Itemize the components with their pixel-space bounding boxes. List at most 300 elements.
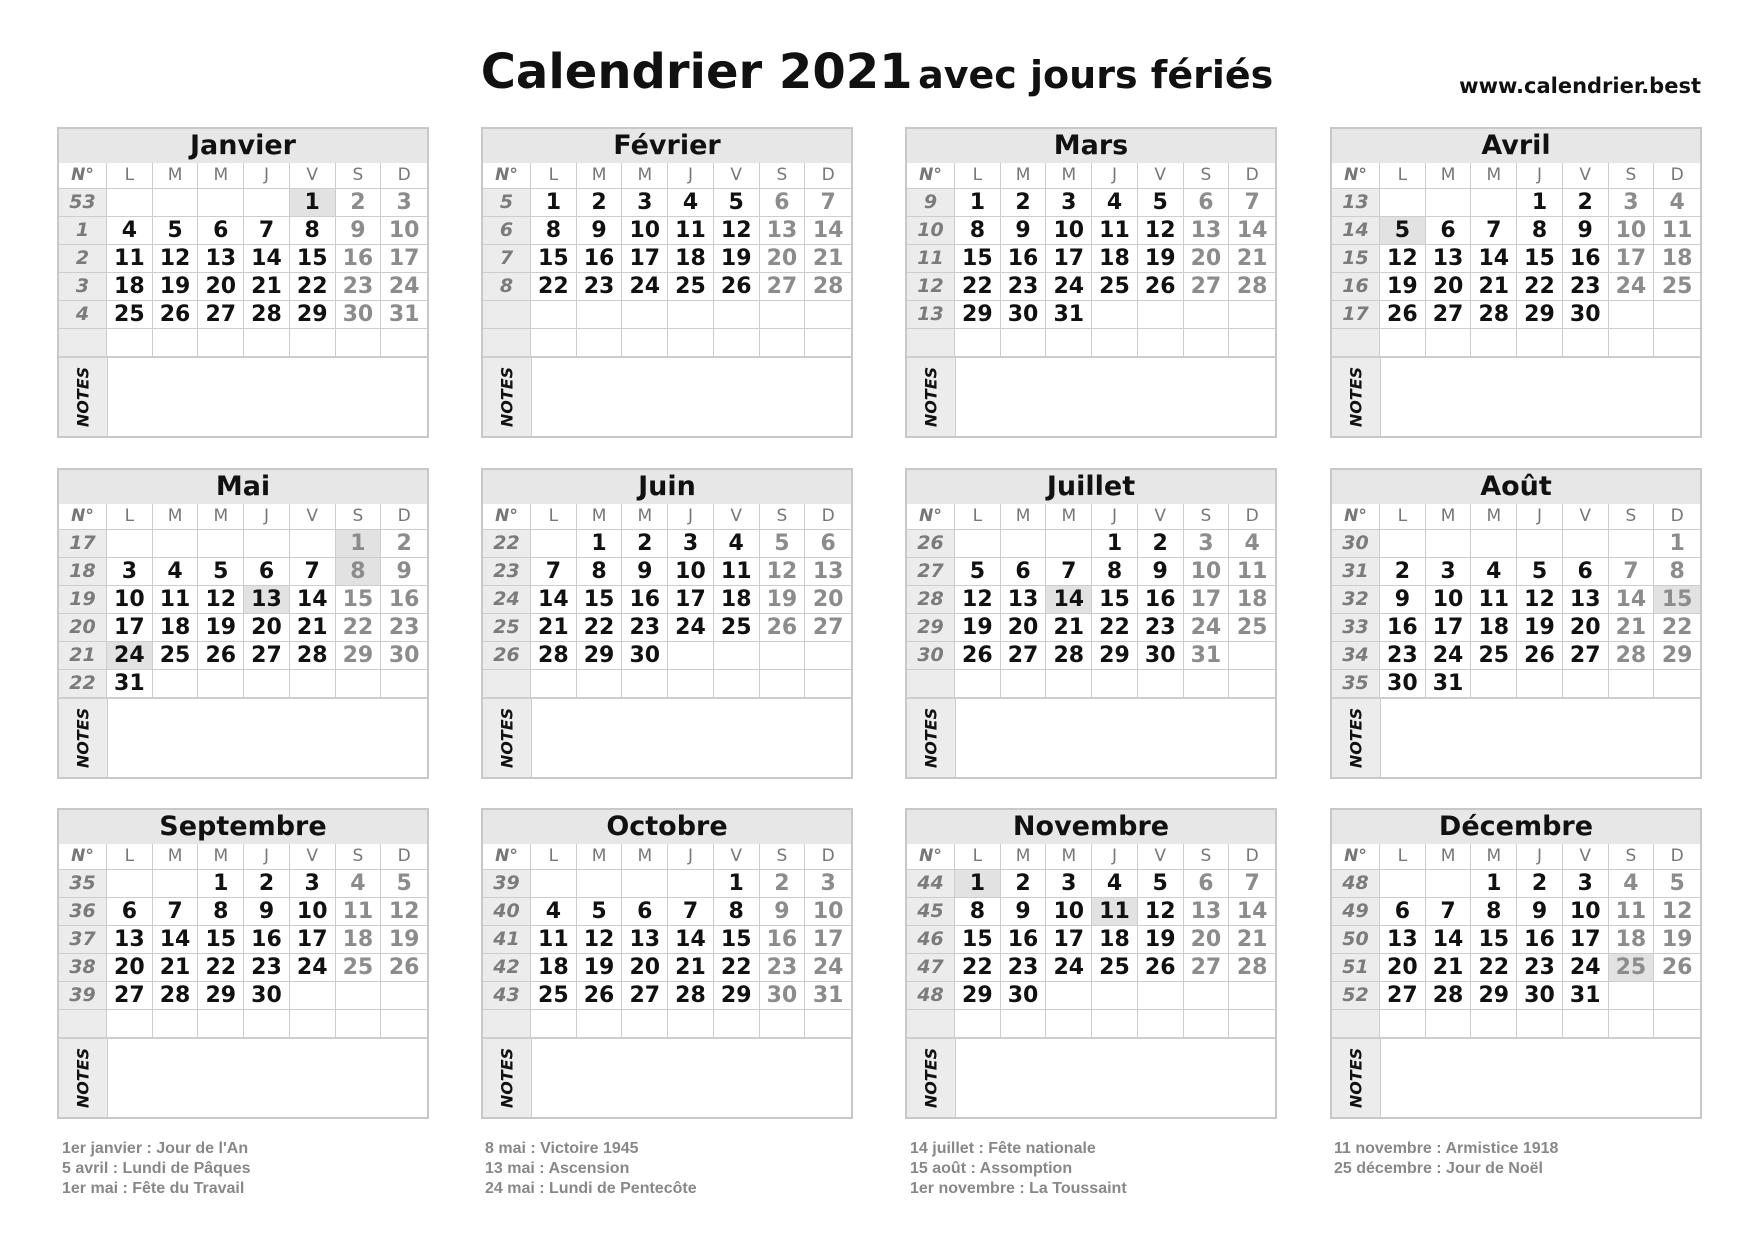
day-cell: 5	[381, 870, 427, 898]
week-number: 50	[1332, 926, 1380, 954]
day-cell: 24	[1609, 273, 1655, 301]
day-cell: 23	[1138, 614, 1184, 642]
day-cell: 22	[531, 273, 577, 301]
day-cell: 15	[955, 926, 1001, 954]
day-cell	[153, 1010, 199, 1038]
week-number: 3	[59, 273, 107, 301]
day-cell: 24	[1046, 273, 1092, 301]
week-number: 5	[483, 189, 531, 217]
day-cell: 1	[955, 189, 1001, 217]
weekday-header: L	[107, 163, 153, 189]
day-cell: 13	[1380, 926, 1426, 954]
day-cell: 16	[381, 586, 427, 614]
day-cell	[955, 329, 1001, 357]
day-cell: 11	[1229, 558, 1275, 586]
weekday-header: L	[107, 504, 153, 530]
weekday-header: L	[955, 504, 1001, 530]
day-cell	[760, 329, 806, 357]
notes-label-column	[1332, 358, 1381, 436]
weekday-header: D	[1229, 163, 1275, 189]
notes-label-column	[483, 358, 532, 436]
day-cell	[1092, 329, 1138, 357]
day-cell: 28	[244, 301, 290, 329]
day-cell: 8	[1092, 558, 1138, 586]
week-number: 22	[483, 530, 531, 558]
day-cell	[1229, 982, 1275, 1010]
month-grid	[483, 844, 851, 1038]
weekday-header: S	[336, 163, 382, 189]
day-cell: 27	[1380, 982, 1426, 1010]
day-cell	[1138, 301, 1184, 329]
day-cell: 19	[1138, 926, 1184, 954]
day-cell: 6	[1563, 558, 1609, 586]
day-cell	[760, 301, 806, 329]
day-cell: 4	[336, 870, 382, 898]
holiday-list-column	[1334, 1139, 1714, 1179]
day-cell: 4	[531, 898, 577, 926]
day-cell: 26	[1380, 301, 1426, 329]
day-cell	[1001, 670, 1047, 698]
week-number: 39	[483, 870, 531, 898]
week-number	[59, 1010, 107, 1038]
weekday-header: J	[1517, 504, 1563, 530]
day-cell: 15	[290, 245, 336, 273]
day-cell	[531, 530, 577, 558]
week-number: 30	[1332, 530, 1380, 558]
day-cell: 23	[336, 273, 382, 301]
day-cell: 19	[760, 586, 806, 614]
weekday-header: S	[760, 844, 806, 870]
day-cell: 21	[1609, 614, 1655, 642]
notes-label: NOTES	[73, 1047, 93, 1109]
day-cell: 16	[1138, 586, 1184, 614]
day-cell: 25	[668, 273, 714, 301]
day-cell: 7	[1609, 558, 1655, 586]
holiday-day-cell: 11	[1092, 898, 1138, 926]
day-cell: 19	[955, 614, 1001, 642]
weekday-header: M	[198, 504, 244, 530]
notes-area	[907, 698, 1275, 777]
day-cell: 26	[1654, 954, 1700, 982]
week-number: 27	[907, 558, 955, 586]
day-cell: 18	[336, 926, 382, 954]
day-cell: 9	[1138, 558, 1184, 586]
day-cell: 4	[1654, 189, 1700, 217]
day-cell: 3	[668, 530, 714, 558]
holiday-list-column	[62, 1139, 442, 1199]
day-cell: 12	[760, 558, 806, 586]
day-cell: 15	[1092, 586, 1138, 614]
notes-label: NOTES	[73, 366, 93, 428]
day-cell: 9	[1517, 898, 1563, 926]
day-cell: 5	[1138, 189, 1184, 217]
day-cell: 6	[622, 898, 668, 926]
day-cell	[1517, 530, 1563, 558]
day-cell	[805, 670, 851, 698]
day-cell: 12	[577, 926, 623, 954]
notes-label-column	[483, 699, 532, 777]
weekday-header: M	[1426, 504, 1472, 530]
day-cell: 24	[381, 273, 427, 301]
day-cell	[198, 670, 244, 698]
month-name: Mai	[59, 470, 427, 505]
day-cell	[1426, 1010, 1472, 1038]
day-cell	[244, 1010, 290, 1038]
notes-label-column	[59, 1039, 108, 1117]
day-cell: 19	[714, 245, 760, 273]
weekday-header: V	[290, 504, 336, 530]
weekday-header: V	[1138, 163, 1184, 189]
day-cell: 14	[1609, 586, 1655, 614]
day-cell: 11	[1471, 586, 1517, 614]
day-cell: 17	[381, 245, 427, 273]
day-cell	[1380, 870, 1426, 898]
day-cell	[1654, 982, 1700, 1010]
weekday-header: L	[531, 504, 577, 530]
day-cell: 22	[290, 273, 336, 301]
day-cell: 18	[1092, 245, 1138, 273]
day-cell: 21	[1229, 926, 1275, 954]
day-cell	[1046, 530, 1092, 558]
month-block	[905, 127, 1277, 438]
day-cell: 29	[198, 982, 244, 1010]
day-cell	[622, 1010, 668, 1038]
day-cell: 28	[1046, 642, 1092, 670]
day-cell: 10	[1426, 586, 1472, 614]
website-label: www.calendrier.best	[1459, 74, 1701, 98]
day-cell: 9	[1563, 217, 1609, 245]
weekday-header: J	[244, 504, 290, 530]
day-cell: 30	[1001, 301, 1047, 329]
weekday-header: M	[198, 163, 244, 189]
day-cell: 19	[153, 273, 199, 301]
day-cell: 5	[760, 530, 806, 558]
weekday-header: D	[1229, 844, 1275, 870]
day-cell: 20	[805, 586, 851, 614]
day-cell: 17	[1184, 586, 1230, 614]
holiday-entry: 13 mai : Ascension	[485, 1160, 630, 1177]
month-block	[57, 468, 429, 779]
title-main: Calendrier 2021	[480, 44, 913, 100]
day-cell: 30	[1001, 982, 1047, 1010]
week-number: 33	[1332, 614, 1380, 642]
week-number: 4	[59, 301, 107, 329]
day-cell: 14	[1229, 217, 1275, 245]
day-cell: 25	[1229, 614, 1275, 642]
day-cell: 21	[153, 954, 199, 982]
day-cell	[1184, 982, 1230, 1010]
day-cell: 10	[381, 217, 427, 245]
day-cell: 10	[1184, 558, 1230, 586]
day-cell: 2	[1563, 189, 1609, 217]
day-cell: 5	[1138, 870, 1184, 898]
week-number: 9	[907, 189, 955, 217]
day-cell: 4	[1092, 870, 1138, 898]
week-number: 48	[1332, 870, 1380, 898]
day-cell: 23	[1001, 954, 1047, 982]
day-cell: 25	[107, 301, 153, 329]
day-cell: 7	[1046, 558, 1092, 586]
day-cell: 27	[805, 614, 851, 642]
day-cell	[955, 670, 1001, 698]
day-cell: 2	[577, 189, 623, 217]
day-cell: 17	[290, 926, 336, 954]
week-number-header: N°	[483, 163, 531, 189]
weekday-header: L	[531, 163, 577, 189]
weekday-header: L	[955, 844, 1001, 870]
weekday-header: L	[1380, 163, 1426, 189]
weekday-header: M	[622, 844, 668, 870]
weekday-header: V	[1563, 163, 1609, 189]
day-cell: 10	[622, 217, 668, 245]
notes-label: NOTES	[1346, 707, 1366, 769]
weekday-header: M	[1046, 504, 1092, 530]
day-cell: 1	[577, 530, 623, 558]
holiday-entry: 15 août : Assomption	[910, 1160, 1073, 1177]
week-number-header: N°	[59, 163, 107, 189]
day-cell: 11	[714, 558, 760, 586]
weekday-header: V	[714, 844, 760, 870]
day-cell	[622, 670, 668, 698]
day-cell: 21	[668, 954, 714, 982]
day-cell	[290, 329, 336, 357]
weekday-header: S	[760, 163, 806, 189]
weekday-header: M	[1471, 163, 1517, 189]
weekday-header: L	[107, 844, 153, 870]
day-cell	[668, 301, 714, 329]
day-cell: 18	[1654, 245, 1700, 273]
holiday-day-cell: 24	[107, 642, 153, 670]
day-cell: 8	[714, 898, 760, 926]
day-cell: 18	[531, 954, 577, 982]
day-cell	[336, 982, 382, 1010]
day-cell: 26	[1517, 642, 1563, 670]
day-cell: 10	[1046, 217, 1092, 245]
day-cell: 13	[760, 217, 806, 245]
week-number: 1	[59, 217, 107, 245]
weekday-header: J	[1092, 163, 1138, 189]
day-cell	[336, 670, 382, 698]
day-cell: 20	[244, 614, 290, 642]
week-number: 25	[483, 614, 531, 642]
day-cell	[1138, 982, 1184, 1010]
day-cell: 16	[1001, 926, 1047, 954]
day-cell: 23	[1563, 273, 1609, 301]
weekday-header: V	[1138, 844, 1184, 870]
day-cell: 19	[381, 926, 427, 954]
notes-area	[483, 1038, 851, 1117]
day-cell: 31	[1563, 982, 1609, 1010]
day-cell: 3	[1563, 870, 1609, 898]
day-cell: 19	[1517, 614, 1563, 642]
day-cell: 8	[955, 898, 1001, 926]
month-name: Février	[483, 129, 851, 164]
week-number-header: N°	[907, 504, 955, 530]
week-number: 17	[59, 530, 107, 558]
week-number	[907, 1010, 955, 1038]
day-cell	[1380, 329, 1426, 357]
day-cell: 16	[1563, 245, 1609, 273]
notes-label-column	[907, 699, 956, 777]
day-cell: 28	[1229, 954, 1275, 982]
weekday-header: M	[1426, 163, 1472, 189]
day-cell: 2	[1138, 530, 1184, 558]
day-cell: 21	[1229, 245, 1275, 273]
notes-label-column	[907, 1039, 956, 1117]
day-cell: 25	[714, 614, 760, 642]
week-number: 35	[59, 870, 107, 898]
week-number	[59, 329, 107, 357]
day-cell: 9	[1380, 586, 1426, 614]
day-cell: 11	[531, 926, 577, 954]
day-cell: 22	[714, 954, 760, 982]
day-cell: 14	[244, 245, 290, 273]
day-cell: 23	[1517, 954, 1563, 982]
day-cell: 29	[1471, 982, 1517, 1010]
day-cell: 19	[1654, 926, 1700, 954]
day-cell: 9	[244, 898, 290, 926]
day-cell: 14	[805, 217, 851, 245]
week-number: 32	[1332, 586, 1380, 614]
day-cell	[1563, 1010, 1609, 1038]
day-cell: 18	[153, 614, 199, 642]
holiday-day-cell: 14	[1046, 586, 1092, 614]
day-cell: 24	[1563, 954, 1609, 982]
week-number: 43	[483, 982, 531, 1010]
day-cell: 15	[1471, 926, 1517, 954]
weekday-header: V	[290, 844, 336, 870]
day-cell	[805, 301, 851, 329]
month-block	[1330, 808, 1702, 1119]
day-cell: 6	[1184, 189, 1230, 217]
day-cell	[198, 189, 244, 217]
day-cell: 10	[1046, 898, 1092, 926]
day-cell: 7	[1229, 870, 1275, 898]
weekday-header: D	[381, 504, 427, 530]
day-cell: 11	[336, 898, 382, 926]
day-cell: 2	[1001, 870, 1047, 898]
day-cell: 1	[1517, 189, 1563, 217]
day-cell	[1229, 670, 1275, 698]
day-cell: 27	[1563, 642, 1609, 670]
day-cell: 30	[1517, 982, 1563, 1010]
day-cell	[1654, 301, 1700, 329]
day-cell: 9	[1001, 898, 1047, 926]
holiday-list-column	[910, 1139, 1290, 1199]
day-cell: 28	[1426, 982, 1472, 1010]
day-cell: 22	[1517, 273, 1563, 301]
holiday-day-cell: 5	[1380, 217, 1426, 245]
day-cell	[1471, 189, 1517, 217]
day-cell	[577, 329, 623, 357]
day-cell	[1229, 329, 1275, 357]
week-number: 15	[1332, 245, 1380, 273]
weekday-header: M	[1046, 163, 1092, 189]
day-cell: 9	[336, 217, 382, 245]
notes-area	[907, 357, 1275, 436]
day-cell	[244, 670, 290, 698]
day-cell: 13	[1184, 217, 1230, 245]
weekday-header: D	[381, 844, 427, 870]
day-cell	[1184, 329, 1230, 357]
weekday-header: L	[1380, 504, 1426, 530]
weekday-header: M	[1001, 163, 1047, 189]
day-cell: 28	[290, 642, 336, 670]
day-cell	[668, 329, 714, 357]
day-cell: 23	[577, 273, 623, 301]
day-cell: 21	[1426, 954, 1472, 982]
day-cell: 7	[1229, 189, 1275, 217]
day-cell	[381, 670, 427, 698]
weekday-header: M	[1046, 844, 1092, 870]
weekday-header: J	[244, 844, 290, 870]
day-cell: 26	[577, 982, 623, 1010]
day-cell	[1426, 530, 1472, 558]
day-cell	[714, 670, 760, 698]
day-cell: 11	[1609, 898, 1655, 926]
day-cell: 22	[955, 954, 1001, 982]
weekday-header: M	[1471, 844, 1517, 870]
day-cell	[760, 670, 806, 698]
notes-area	[1332, 698, 1700, 777]
weekday-header: D	[805, 163, 851, 189]
day-cell: 28	[531, 642, 577, 670]
day-cell: 8	[290, 217, 336, 245]
day-cell	[153, 870, 199, 898]
day-cell: 11	[1654, 217, 1700, 245]
weekday-header: D	[1229, 504, 1275, 530]
week-number: 51	[1332, 954, 1380, 982]
day-cell: 10	[805, 898, 851, 926]
day-cell: 5	[714, 189, 760, 217]
day-cell	[336, 1010, 382, 1038]
weekday-header: S	[336, 844, 382, 870]
day-cell: 21	[1471, 273, 1517, 301]
notes-area	[1332, 1038, 1700, 1117]
week-number: 17	[1332, 301, 1380, 329]
day-cell	[1001, 1010, 1047, 1038]
day-cell: 23	[244, 954, 290, 982]
day-cell: 1	[1092, 530, 1138, 558]
weekday-header: S	[760, 504, 806, 530]
notes-label-column	[1332, 1039, 1381, 1117]
week-number: 12	[907, 273, 955, 301]
day-cell: 30	[1380, 670, 1426, 698]
day-cell: 1	[1471, 870, 1517, 898]
weekday-header: V	[1563, 504, 1609, 530]
day-cell: 4	[107, 217, 153, 245]
day-cell: 17	[1426, 614, 1472, 642]
day-cell: 21	[1046, 614, 1092, 642]
day-cell: 29	[290, 301, 336, 329]
day-cell: 9	[577, 217, 623, 245]
week-number	[907, 670, 955, 698]
day-cell	[1471, 1010, 1517, 1038]
day-cell: 17	[805, 926, 851, 954]
day-cell: 19	[1138, 245, 1184, 273]
day-cell: 16	[622, 586, 668, 614]
week-number: 10	[907, 217, 955, 245]
day-cell	[1138, 670, 1184, 698]
weekday-header: L	[955, 163, 1001, 189]
holiday-entry: 25 décembre : Jour de Noël	[1334, 1160, 1543, 1177]
day-cell: 1	[1654, 530, 1700, 558]
weekday-header: D	[1654, 844, 1700, 870]
day-cell	[805, 1010, 851, 1038]
day-cell	[1046, 1010, 1092, 1038]
month-grid	[59, 504, 427, 698]
day-cell	[1380, 1010, 1426, 1038]
